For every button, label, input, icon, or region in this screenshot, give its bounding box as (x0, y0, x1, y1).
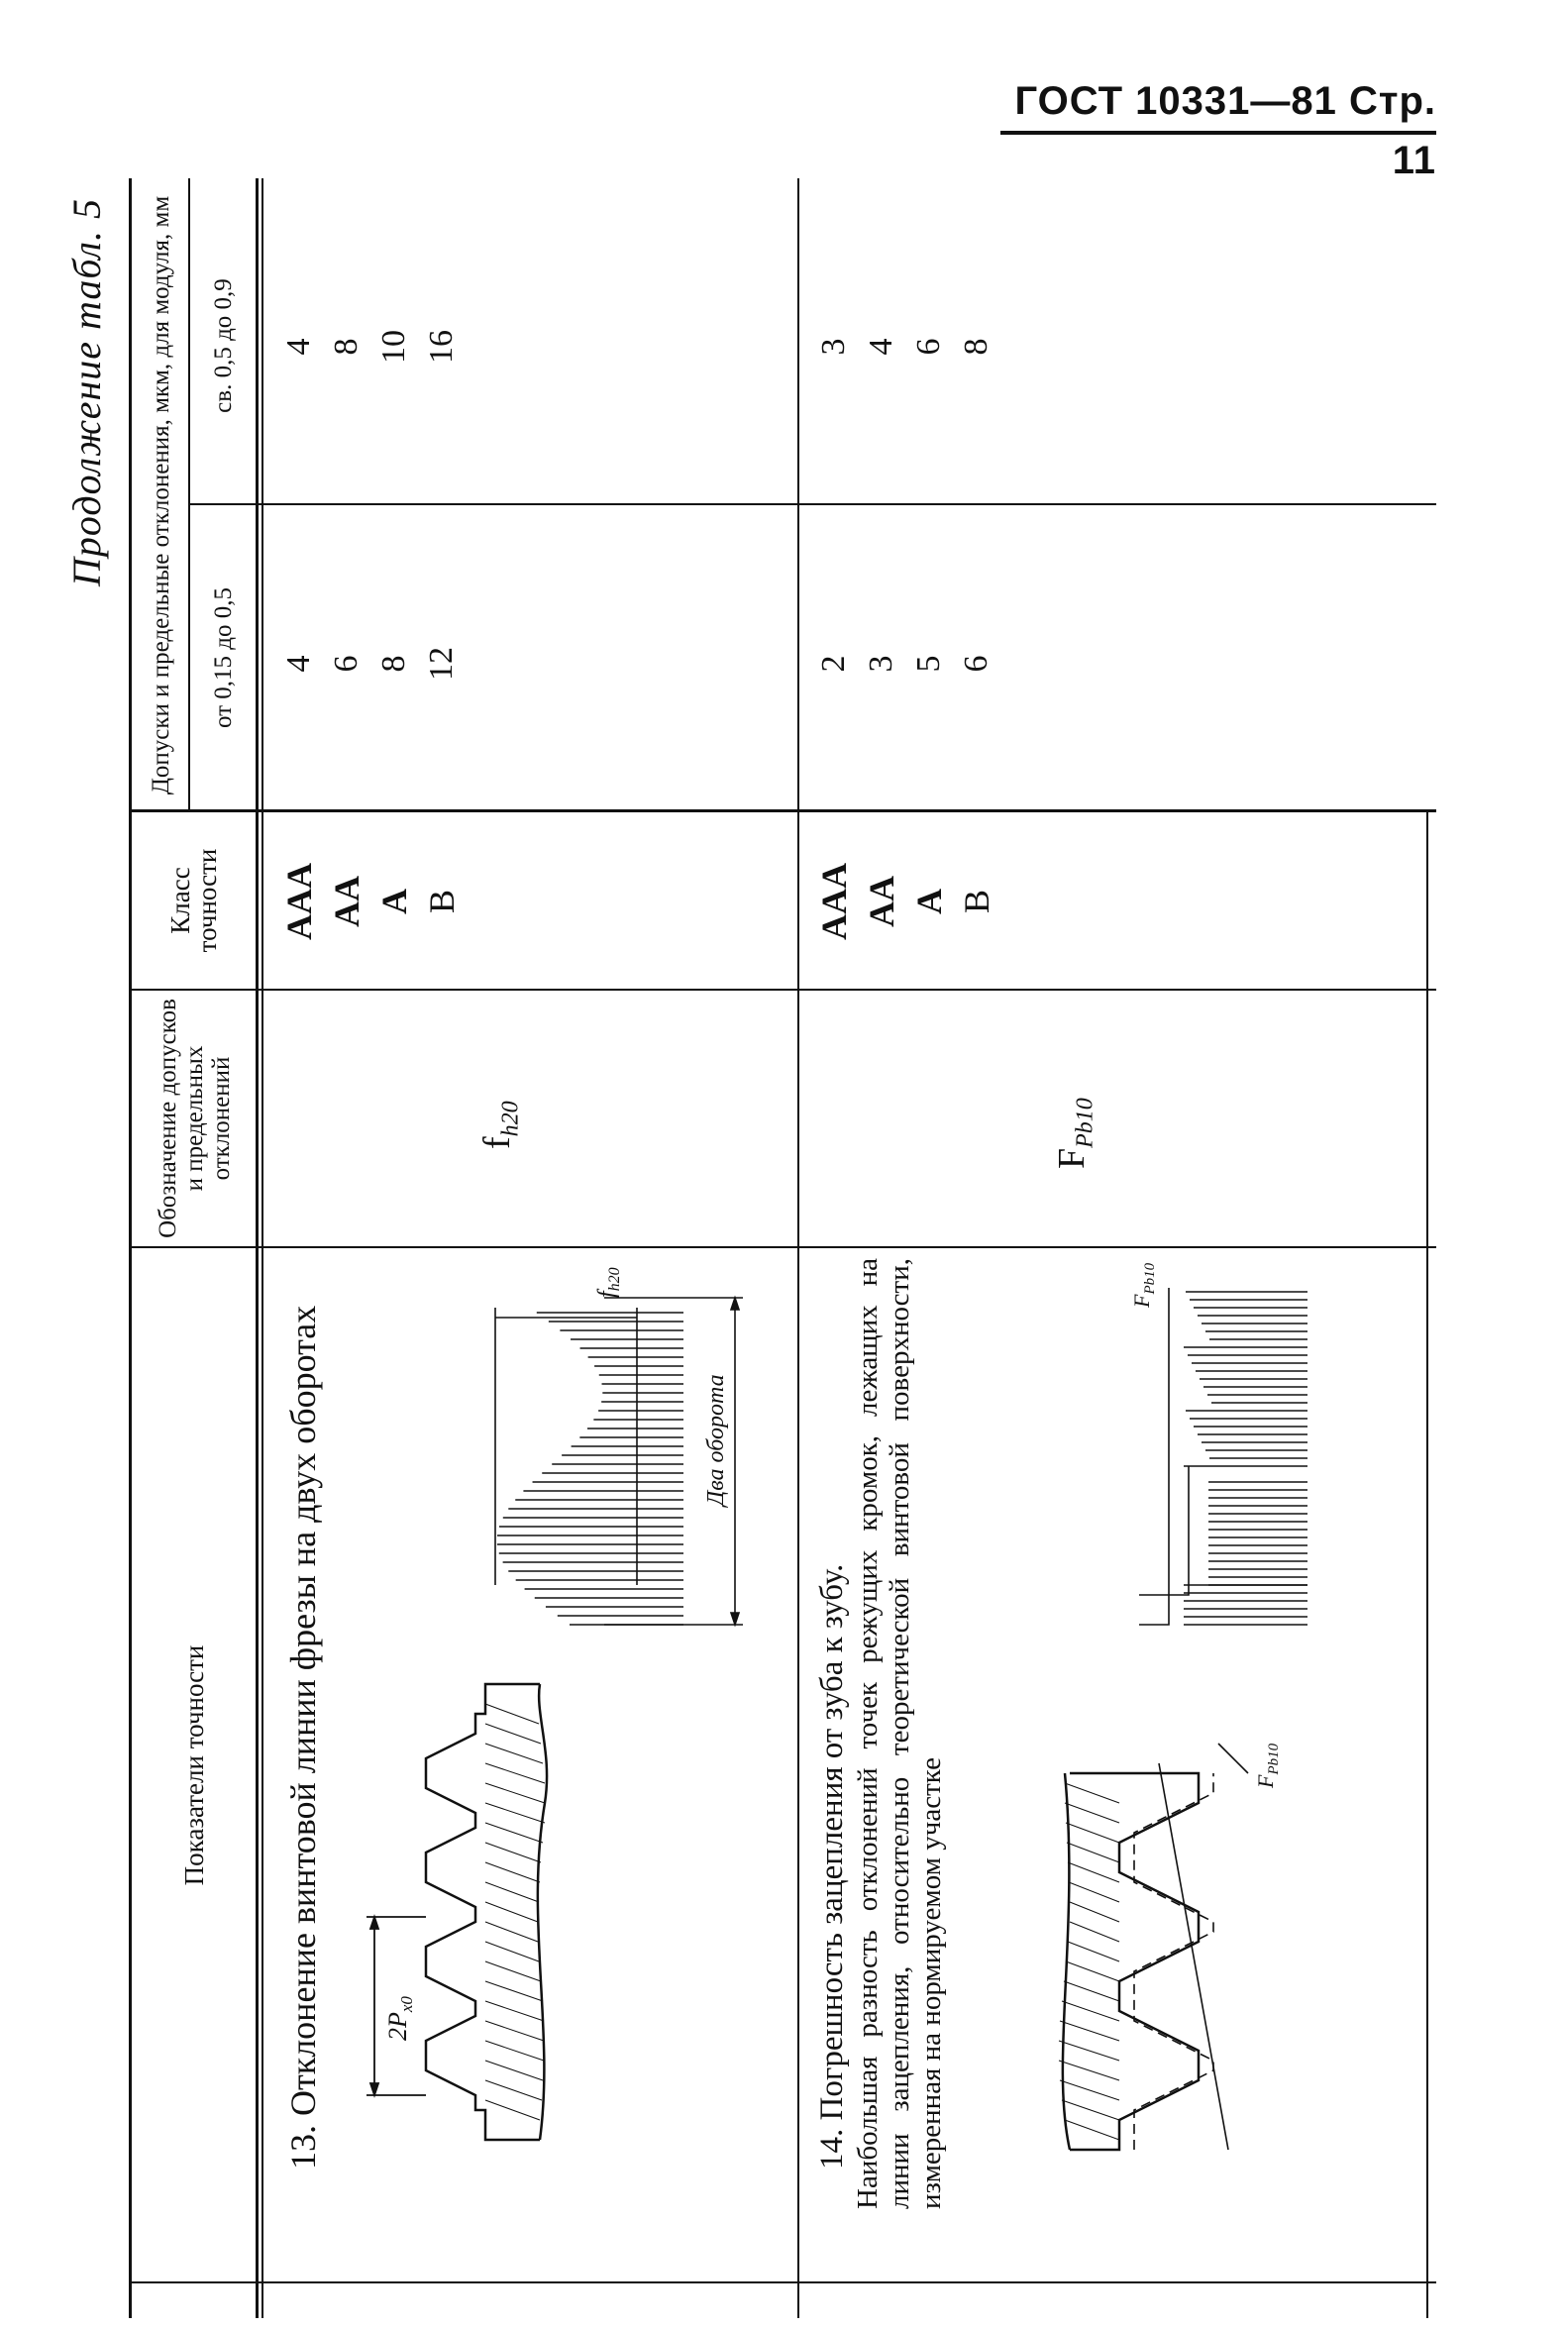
fig-dev-label-main: F (1253, 1774, 1278, 1788)
header-module-1: от 0,15 до 0,5 (209, 586, 237, 729)
page-header-text: ГОСТ 10331—81 Стр. 11 (1014, 79, 1436, 182)
row-13-classes (277, 812, 475, 991)
rotated-table-page (59, 178, 1436, 2318)
deviation-label (594, 1267, 623, 1298)
class-cell: B (957, 890, 996, 914)
value-cell: 12 (423, 647, 460, 681)
value-cell: 8 (958, 338, 994, 356)
tooth-profile (426, 1684, 547, 2140)
class-cell: A (374, 889, 414, 914)
row-14-classes (812, 812, 1010, 991)
header-row-rule (256, 178, 259, 2318)
row-separator (129, 2281, 1436, 2283)
value-cell: 16 (423, 330, 460, 364)
header-module-2: св. 0,5 до 0,9 (209, 278, 237, 413)
pitch-label-main: 2P (383, 2012, 412, 2041)
header-rule (1000, 131, 1436, 135)
table-top-border (129, 178, 132, 2318)
row-14-figure (1010, 1248, 1347, 2179)
header-accuracy-class: Класс точности (165, 848, 222, 953)
span-label: Два оборота (703, 1374, 729, 1506)
deviation-label-sub: h20 (606, 1267, 623, 1292)
tolerance-sub-separator (188, 503, 1436, 505)
header-row-rule-2 (261, 178, 263, 2318)
row-14-values-2 (812, 248, 1002, 446)
trace-dev-label (1129, 1262, 1158, 1309)
base-hatching (485, 1704, 545, 2120)
class-cell: AA (862, 876, 901, 927)
value-cell: 10 (375, 330, 412, 364)
header-tolerances: Допуски и предельные отклонения, мкм, для модуля, мм (147, 195, 174, 795)
fig-dev-label (1253, 1743, 1282, 1789)
value-cell: 4 (863, 338, 899, 356)
value-cell: 6 (910, 338, 947, 356)
tooth-profile (1063, 1773, 1199, 2150)
row-13-values-2 (277, 248, 468, 446)
line-of-action (1159, 1744, 1248, 2150)
row-14-values-1 (812, 565, 1002, 763)
row-13-title: 13. Отклонение винтовой линии фрезы на двух оборотах (283, 1305, 323, 2170)
value-cell: 2 (815, 655, 852, 673)
header-indicators: Показатели точности (178, 1644, 209, 1886)
row-14-title: 14. Погрешность зацепления от зуба к зубу. (814, 1563, 850, 2170)
value-cell: 8 (375, 655, 412, 673)
class-cell: AA (327, 876, 366, 927)
page-header (1000, 71, 1436, 182)
value-cell: 3 (863, 655, 899, 673)
value-cell: 5 (910, 655, 947, 673)
row-14-symbol (1050, 1098, 1099, 1169)
value-cell: 3 (815, 338, 852, 356)
row-divider (797, 178, 799, 2318)
trace-step-lines (1139, 1288, 1189, 1625)
row-14-text: Наибольшая разность отклонений точек режущих кромок, лежащих на линии зацепления, относительно теоретической винтовой поверхности, измеренная на нормируемом участке (852, 1258, 947, 2209)
table-bottom-guide (1426, 812, 1428, 2318)
header-designation: Обозначение допусков и предельных отклонений (154, 999, 235, 1238)
class-cell: B (422, 890, 462, 914)
pitch-dimension (366, 1917, 426, 2095)
table-caption: Продолжение табл. 5 (64, 198, 109, 587)
value-cell: 4 (280, 655, 317, 673)
deviation-label-main: f (594, 1291, 620, 1298)
trace-dev-label-sub: Pb10 (1142, 1262, 1158, 1295)
pitch-label (383, 1996, 416, 2041)
fig-dev-label-sub: Pb10 (1266, 1743, 1282, 1775)
row-13-values-1 (277, 565, 468, 763)
row-13-figure (357, 1248, 773, 2179)
value-cell: 6 (328, 655, 365, 673)
value-cell: 6 (958, 655, 994, 673)
row-13-symbol (475, 1101, 525, 1149)
row-14-symbol-main: F (1051, 1147, 1093, 1169)
class-cell: AAA (279, 863, 319, 940)
measurement-trace (1184, 1292, 1307, 1625)
value-cell: 4 (280, 338, 317, 356)
class-cell: AAA (814, 863, 854, 940)
value-cell: 8 (328, 338, 365, 356)
measurement-trace (497, 1313, 683, 1625)
row-14-symbol-sub: Pb10 (1072, 1098, 1098, 1148)
row-13-symbol-sub: h20 (497, 1101, 524, 1137)
pitch-label-sub: x0 (397, 1996, 416, 2013)
class-cell: A (909, 889, 949, 914)
trace-dev-label-main: F (1129, 1294, 1154, 1308)
row-13-symbol-main: f (476, 1136, 518, 1149)
